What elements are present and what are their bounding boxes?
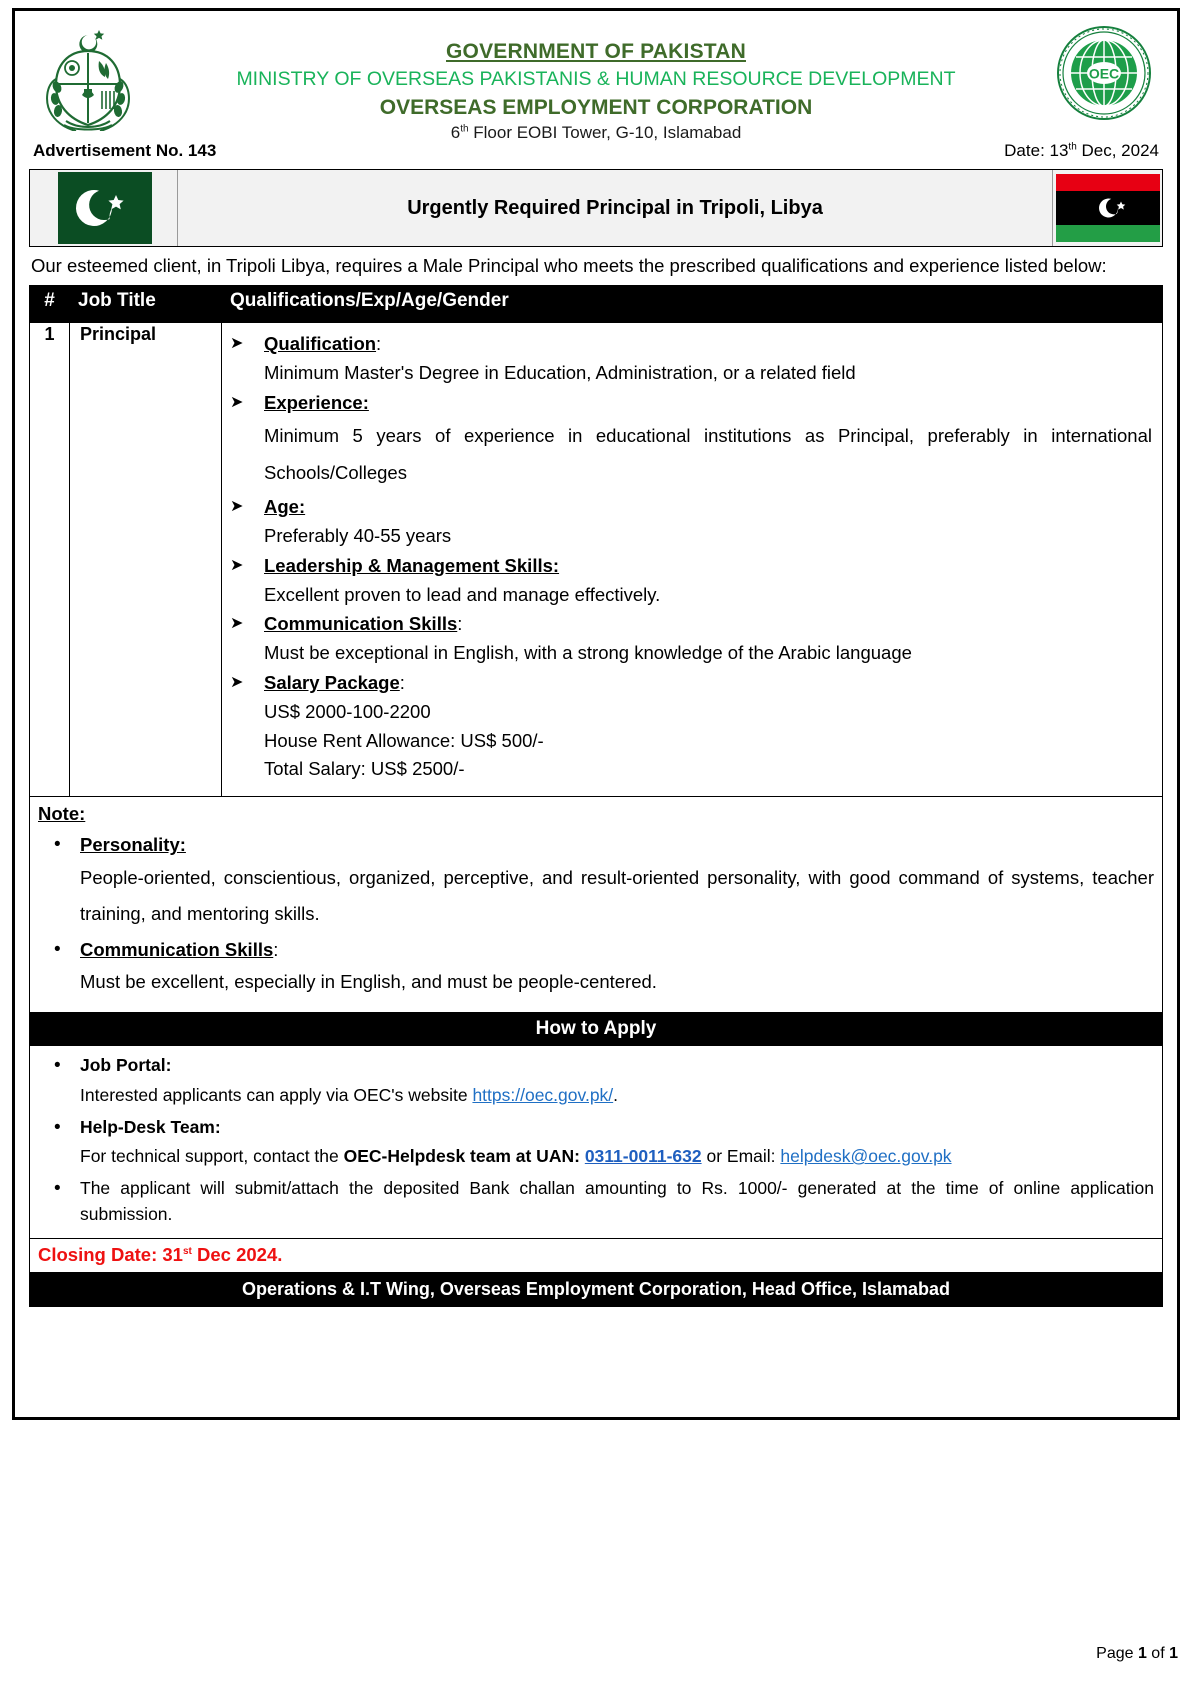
footer-row <box>30 1272 1163 1306</box>
document-header <box>29 17 1163 142</box>
column-header-number: # <box>30 285 70 322</box>
svg-text:OEC: OEC <box>1088 65 1120 82</box>
qualification-item-body: Excellent proven to lead and manage effectively. <box>264 583 661 605</box>
oec-logo-icon <box>1045 17 1163 121</box>
ministry-title: MINISTRY OF OVERSEAS PAKISTANIS & HUMAN RESOURCE DEVELOPMENT <box>236 68 956 91</box>
libya-flag-cell <box>1052 170 1162 246</box>
job-title-text: Urgently Required Principal in Tripoli, Libya <box>407 196 823 219</box>
how-to-apply-section <box>30 1046 1163 1238</box>
header-titles <box>147 17 1045 143</box>
qualification-item-body: Preferably 40-55 years <box>264 525 452 547</box>
table-header-row <box>30 285 1163 322</box>
advertisement-meta-row <box>29 141 1163 161</box>
arrow-bullet-icon: ➤ <box>230 334 244 352</box>
libya-flag-icon <box>1056 174 1160 242</box>
oec-website-link[interactable]: https://oec.gov.pk/ <box>472 1084 614 1105</box>
government-title: GOVERNMENT OF PAKISTAN <box>446 40 746 63</box>
table-row <box>30 322 1163 796</box>
qualification-item-body: Minimum Master's Degree in Education, Administration, or a related field <box>264 361 856 383</box>
salary-basic: US$ 2000-100-2200 <box>264 700 431 722</box>
helpdesk-email-link[interactable]: helpdesk@oec.gov.pk <box>780 1146 952 1167</box>
dot-bullet-icon: • <box>54 938 61 960</box>
salary-house-rent: House Rent Allowance: US$ 500/- <box>264 729 544 751</box>
advertisement-number: Advertisement No. 143 <box>33 141 217 160</box>
arrow-bullet-icon: ➤ <box>230 393 244 411</box>
pakistan-state-emblem-icon <box>29 17 147 131</box>
footer-text: Operations & I.T Wing, Overseas Employment Corporation, Head Office, Islamabad <box>30 1272 1163 1306</box>
note-title: Note: <box>38 803 86 825</box>
bank-challan-text: The applicant will submit/attach the deposited Bank challan amounting to Rs. 1000/- generated at the time of online application submission. <box>80 1178 1154 1225</box>
dot-bullet-icon: • <box>54 1055 61 1077</box>
how-to-apply-heading-row <box>30 1013 1163 1046</box>
pakistan-flag-cell <box>30 170 178 246</box>
arrow-bullet-icon: ➤ <box>230 556 244 574</box>
job-portal-text: Interested applicants can apply via OEC's website https://oec.gov.pk/. <box>80 1084 619 1105</box>
column-header-job-title: Job Title <box>70 285 222 322</box>
column-header-blank <box>1035 285 1163 322</box>
advertisement-date: Date: 13th Dec, 2024 <box>1004 141 1159 160</box>
row-number: 1 <box>30 322 70 796</box>
qualification-list <box>230 331 1152 783</box>
helpdesk-uan-link[interactable]: 0311-0011-632 <box>584 1146 702 1167</box>
page-number: Page 1 of 1 <box>1096 1645 1178 1662</box>
corporation-title: OVERSEAS EMPLOYMENT CORPORATION <box>379 95 813 119</box>
arrow-bullet-icon: ➤ <box>230 498 244 516</box>
closing-date-row <box>30 1238 1163 1272</box>
closing-date-cell <box>30 1238 1163 1272</box>
qualification-item-experience: ➤ Experience: Minimum 5 years of experience in educational institutions as Principal, preferably in international Schools/Colleges <box>230 390 1152 492</box>
note-list <box>38 831 1154 1000</box>
job-details-table <box>29 285 1163 1307</box>
libya-flag-black-stripe <box>1056 191 1160 225</box>
row-job-title: Principal <box>70 322 222 796</box>
libya-flag-green-stripe <box>1056 225 1160 242</box>
note-item-communication: • Communication Skills: Must be excellent, especially in English, and must be people-centered. <box>38 936 1154 1001</box>
qualification-item-body: Must be exceptional in English, with a strong knowledge of the Arabic language <box>264 642 912 664</box>
qualification-item-age: ➤ Age: Preferably 40-55 years <box>230 494 1152 550</box>
qualification-item-communication: ➤ Communication Skills: Must be exceptional in English, with a strong knowledge of the Arabic language <box>230 611 1152 667</box>
apply-item-job-portal: • Job Portal: Interested applicants can apply via OEC's website https://oec.gov.pk/. <box>38 1052 1154 1109</box>
advertisement-page <box>12 8 1180 1420</box>
qualification-item-body: Minimum 5 years of experience in educational institutions as Principal, preferably in international Schools/Colleges <box>264 425 1152 484</box>
salary-total: Total Salary: US$ 2500/- <box>264 758 465 780</box>
note-item-body: Must be excellent, especially in English, and must be people-centered. <box>80 971 657 993</box>
note-section <box>30 797 1163 1013</box>
note-item-body: People-oriented, conscientious, organized, perceptive, and result-oriented personality, with good command of systems, teacher training, and mentoring skills. <box>80 866 1154 924</box>
apply-item-bank-challan <box>38 1175 1154 1228</box>
how-to-apply-row <box>30 1046 1163 1238</box>
job-title-bar <box>29 169 1163 247</box>
dot-bullet-icon: • <box>54 1116 61 1138</box>
apply-list <box>38 1052 1154 1227</box>
note-item-personality: • Personality: People-oriented, conscientious, organized, perceptive, and result-oriented personality, with good command of systems, teacher training, and mentoring skills. <box>38 831 1154 932</box>
qualification-item-leadership: ➤ Leadership & Management Skills: Excellent proven to lead and manage effectively. <box>230 553 1152 609</box>
column-header-qualifications: Qualifications/Exp/Age/Gender <box>222 285 1035 322</box>
row-qualifications <box>222 322 1163 796</box>
office-address: 6th Floor EOBI Tower, G-10, Islamabad <box>450 122 742 142</box>
arrow-bullet-icon: ➤ <box>230 674 244 692</box>
helpdesk-text: For technical support, contact the OEC-Helpdesk team at UAN: 0311-0011-632 or Email: helpdesk@oec.gov.pk <box>80 1146 952 1167</box>
pakistan-flag-icon <box>58 172 152 244</box>
arrow-bullet-icon: ➤ <box>230 615 244 633</box>
intro-paragraph: Our esteemed client, in Tripoli Libya, requires a Male Principal who meets the prescribed qualifications and experience listed below: <box>31 255 1107 276</box>
dot-bullet-icon: • <box>54 834 61 856</box>
dot-bullet-icon: • <box>54 1178 61 1200</box>
qualification-item-salary: ➤ Salary Package: US$ 2000-100-2200 House Rent Allowance: US$ 500/- Total Salary: US$ 2500/- <box>230 670 1152 783</box>
note-row <box>30 797 1163 1013</box>
closing-date: Closing Date: 31st Dec 2024. <box>38 1243 283 1265</box>
libya-flag-red-stripe <box>1056 174 1160 191</box>
qualification-item-qualification: ➤ Qualification: Minimum Master's Degree in Education, Administration, or a related field <box>230 331 1152 387</box>
how-to-apply-heading: How to Apply <box>30 1013 1163 1046</box>
apply-item-helpdesk: • Help-Desk Team: For technical support, contact the OEC-Helpdesk team at UAN: 0311-0011-632 or Email: helpdesk@oec.gov.pk <box>38 1114 1154 1171</box>
